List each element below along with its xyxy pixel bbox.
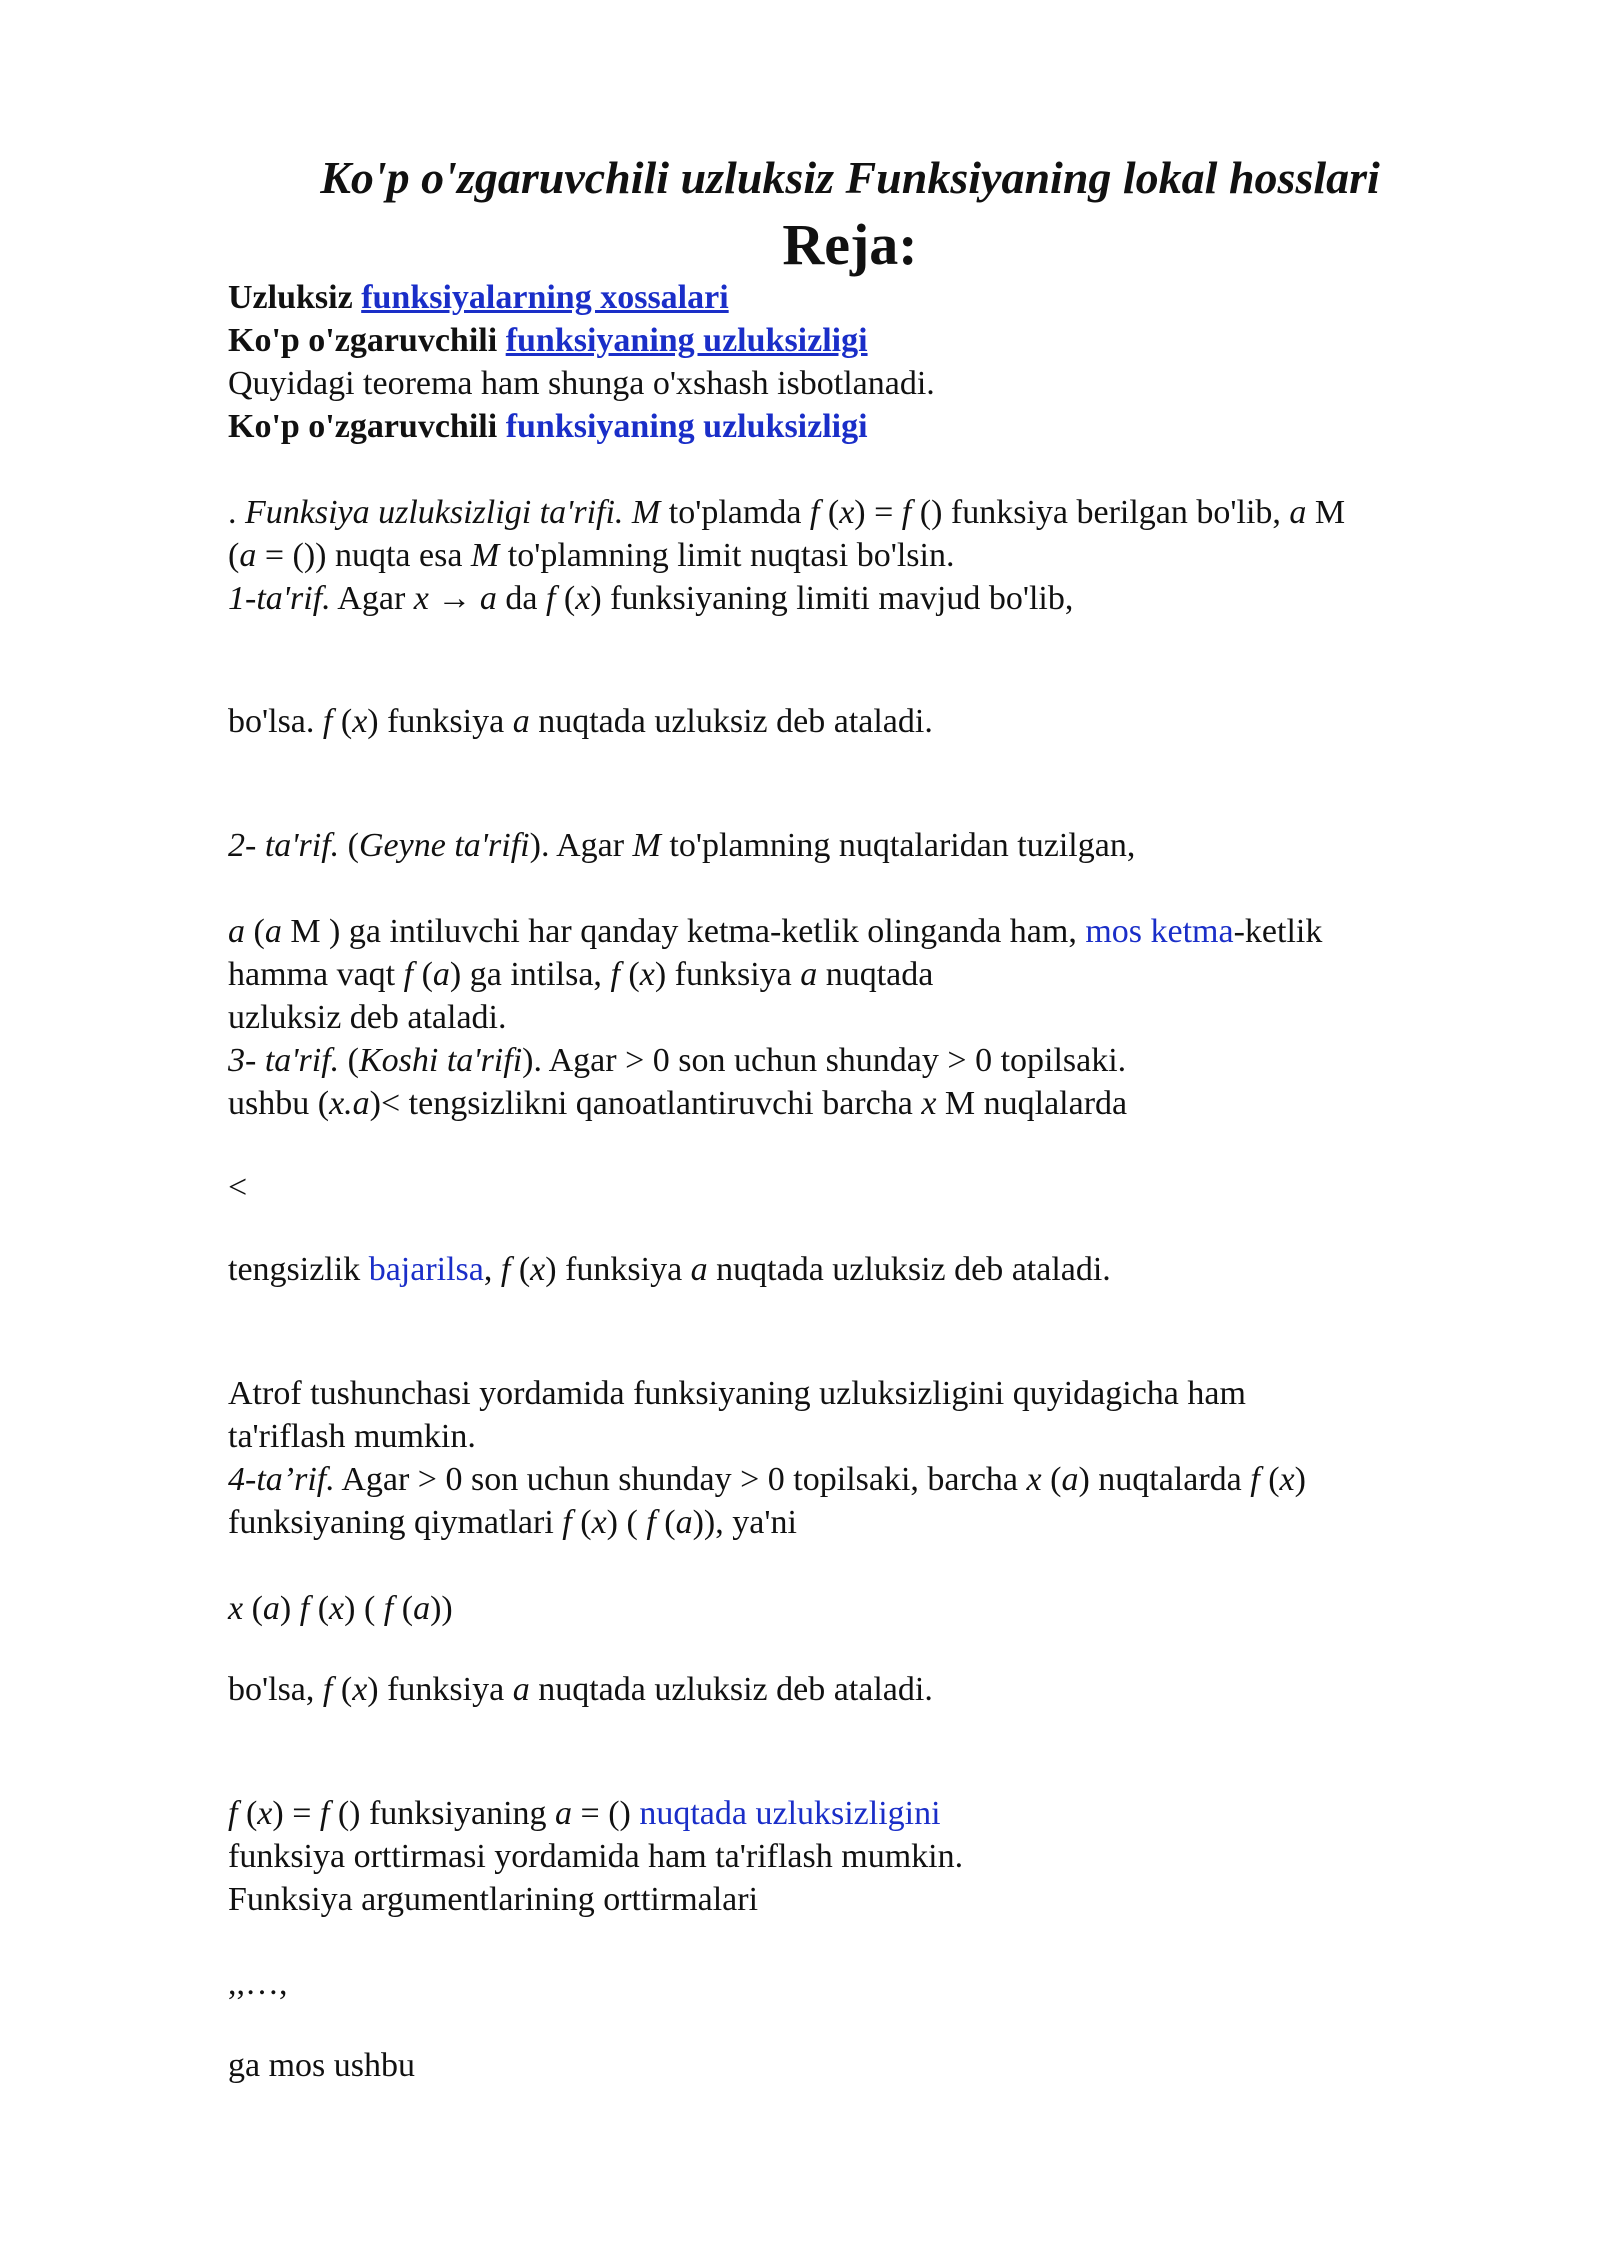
plan-item-1: Uzluksiz funksiyalarning xossalari bbox=[228, 279, 729, 316]
increment-intro-line-2: funksiya orttirmasi yordamida ham ta'riflash mumkin. bbox=[228, 1838, 964, 1875]
mos-ketma-link[interactable]: mos ketma bbox=[1085, 913, 1234, 950]
plan-link-2[interactable]: funksiyaning uzluksizligi bbox=[505, 322, 868, 359]
definition-4-conclusion: bo'lsa, f (x) funksiya a nuqtada uzluksiz deb ataladi. bbox=[228, 1671, 933, 1708]
bajarilsa-link[interactable]: bajarilsa bbox=[368, 1251, 484, 1288]
plan-link-4[interactable]: funksiyaning uzluksizligi bbox=[505, 408, 868, 445]
inequality-symbol: < bbox=[228, 1169, 248, 1206]
plan-link-1[interactable]: funksiyalarning xossalari bbox=[361, 279, 729, 316]
definition-2-sequence: a (a M ) ga intiluvchi har qanday ketma-ketlik olinganda ham, mos ketma-ketlik bbox=[228, 913, 1323, 950]
paragraph-limit-point: (a = ()) nuqta esa M to'plamning limit nuqtasi bo'lsin. bbox=[228, 537, 955, 574]
increment-intro-line-3: Funksiya argumentlarining orttirmalari bbox=[228, 1881, 759, 1918]
plan-item-4: Ko'p o'zgaruvchili funksiyaning uzluksizligi bbox=[228, 408, 868, 445]
closing-line: ga mos ushbu bbox=[228, 2047, 415, 2084]
plan-heading: Reja: bbox=[782, 212, 918, 277]
definition-3-line-2: ushbu (x.a)< tengsizlikni qanoatlantiruvchi barcha x M nuqlalarda bbox=[228, 1085, 1128, 1122]
nuqtada-uzluksizligini-link[interactable]: nuqtada uzluksizligini bbox=[639, 1795, 941, 1832]
formula-line: x (a) f (x) ( f (a)) bbox=[228, 1590, 453, 1627]
increment-intro: f (x) = f () funksiyaning a = () nuqtada uzluksizligini bbox=[228, 1795, 941, 1832]
definition-2: 2- ta'rif. (Geyne ta'rifi). Agar M to'plamning nuqtalaridan tuzilgan, bbox=[228, 827, 1136, 864]
definition-1-conclusion: bo'lsa. f (x) funksiya a nuqtada uzluksiz deb ataladi. bbox=[228, 703, 933, 740]
plan-item-3: Quyidagi teorema ham shunga o'xshash isbotlanadi. bbox=[228, 365, 935, 402]
definition-3-conclusion: tengsizlik bajarilsa, f (x) funksiya a nuqtada uzluksiz deb ataladi. bbox=[228, 1251, 1111, 1288]
definition-4: 4-ta’rif. Agar > 0 son uchun shunday > 0 topilsaki, barcha x (a) nuqtalarda f (x) bbox=[228, 1461, 1306, 1498]
neighborhood-intro: Atrof tushunchasi yordamida funksiyaning uzluksizligini quyidagicha ham bbox=[228, 1375, 1246, 1412]
neighborhood-intro-line-2: ta'riflash mumkin. bbox=[228, 1418, 476, 1455]
increments-list: ,,…, bbox=[228, 1965, 288, 2002]
definition-3: 3- ta'rif. (Koshi ta'rifi). Agar > 0 son uchun shunday > 0 topilsaki. bbox=[228, 1042, 1127, 1079]
document-title: Ko'p o'zgaruvchili uzluksiz Funksiyaning lokal hosslari bbox=[320, 152, 1380, 203]
definition-1: 1-ta'rif. Agar x → a da f (x) funksiyaning limiti mavjud bo'lib, bbox=[228, 580, 1074, 617]
definition-2-line-2: hamma vaqt f (a) ga intilsa, f (x) funksiya a nuqtada bbox=[228, 956, 934, 993]
paragraph-definition-intro: . Funksiya uzluksizligi ta'rifi. M to'plamda f (x) = f () funksiya berilgan bo'lib, a M bbox=[228, 494, 1346, 531]
definition-2-line-3: uzluksiz deb ataladi. bbox=[228, 999, 507, 1036]
definition-4-line-2: funksiyaning qiymatlari f (x) ( f (a)), ya'ni bbox=[228, 1504, 797, 1541]
plan-item-2: Ko'p o'zgaruvchili funksiyaning uzluksizligi bbox=[228, 322, 868, 359]
